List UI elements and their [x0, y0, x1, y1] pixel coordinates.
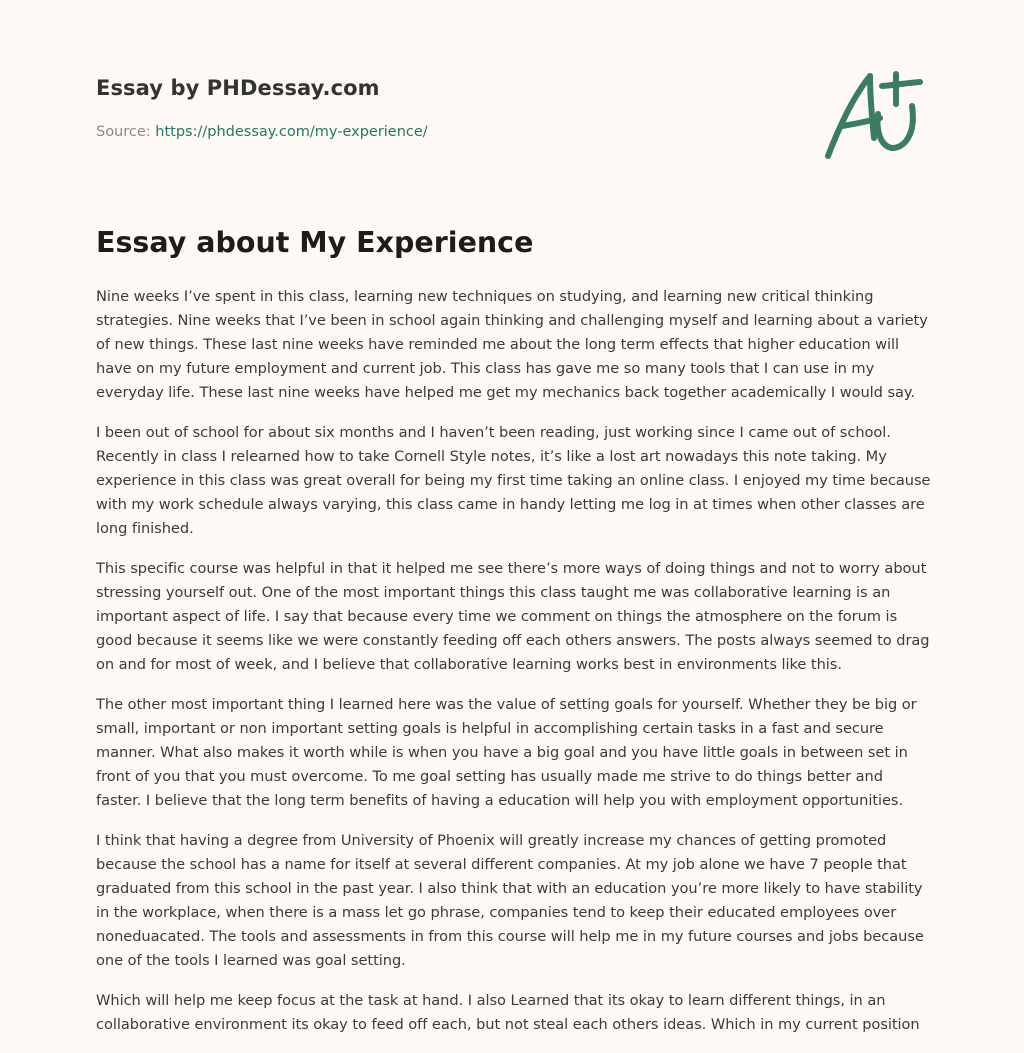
page — [96, 0, 932, 1033]
source-link[interactable]: https://phdessay.com/my-experience/ — [155, 124, 428, 140]
essay-paragraph: I been out of school for about six months and I haven’t been reading, just working since I came out of school. Recently in class I relearned how to take Cornell Style notes, it’s like a lost art nowadays this note taking. My experience in this class was great overall for being my first time taking an online class. I enjoyed my time because with my work schedule always varying, this class came in handy letting me log in at times when other classes are long finished. — [96, 424, 931, 537]
essay-paragraph: The other most important thing I learned here was the value of setting goals for yourself. Whether they be big or small, important or non important setting goals is helpful in accomplishing certain tasks in a fast and secure manner. What also makes it worth while is when you have a big goal and you have little goals in between set in front of you that you must overcome. To me goal setting has usually made me strive to do things better and faster. I believe that the long term benefits of having a education will help you with employment opportunities. — [96, 696, 917, 809]
essay-paragraph: I think that having a degree from University of Phoenix will greatly increase my chances of getting promoted because the school has a name for itself at several different companies. At my job alone we have 7 people that graduated from this school in the past year. I also think that with an education you’re more likely to have stability in the workplace, when there is a mass let go phrase, companies tend to keep their educated employees over noneduacated. The tools and assessments in from this course will help me in my future courses and jobs because one of the tools I learned was goal setting. — [96, 832, 924, 969]
a-plus-grade-icon — [824, 68, 928, 164]
source-line — [96, 124, 428, 140]
site-header — [96, 0, 932, 200]
essay-paragraph: Nine weeks I’ve spent in this class, learning new techniques on studying, and learning new critical thinking strategies. Nine weeks that I’ve been in school again thinking and challenging myself and learning about a variety of new things. These last nine weeks have reminded me about the long term effects that higher education will have on my future employment and current job. This class has gave me so many tools that I can use in my everyday life. These last nine weeks have helped me get my mechanics back together academically I would say. — [96, 288, 928, 401]
essay-title: Essay about My Experience — [96, 226, 534, 259]
source-label: Source: — [96, 124, 156, 140]
essay-body — [96, 285, 932, 1053]
brand-title: Essay by PHDessay.com — [96, 76, 380, 100]
essay-paragraph: Which will help me keep focus at the task at hand. I also Learned that its okay to learn different things, in an collaborative environment its okay to feed off each, but not steal each others ideas. Which in my current position — [96, 992, 920, 1033]
essay-paragraph: This specific course was helpful in that it helped me see there’s more ways of doing things and not to worry about stressing yourself out. One of the most important things this class taught me was collaborative learning is an important aspect of life. I say that because every time we comment on things the atmosphere on the forum is good because it seems like we were constantly feeding off each others answers. The posts always seemed to drag on and for most of week, and I believe that collaborative learning works best in environments like this. — [96, 560, 930, 673]
